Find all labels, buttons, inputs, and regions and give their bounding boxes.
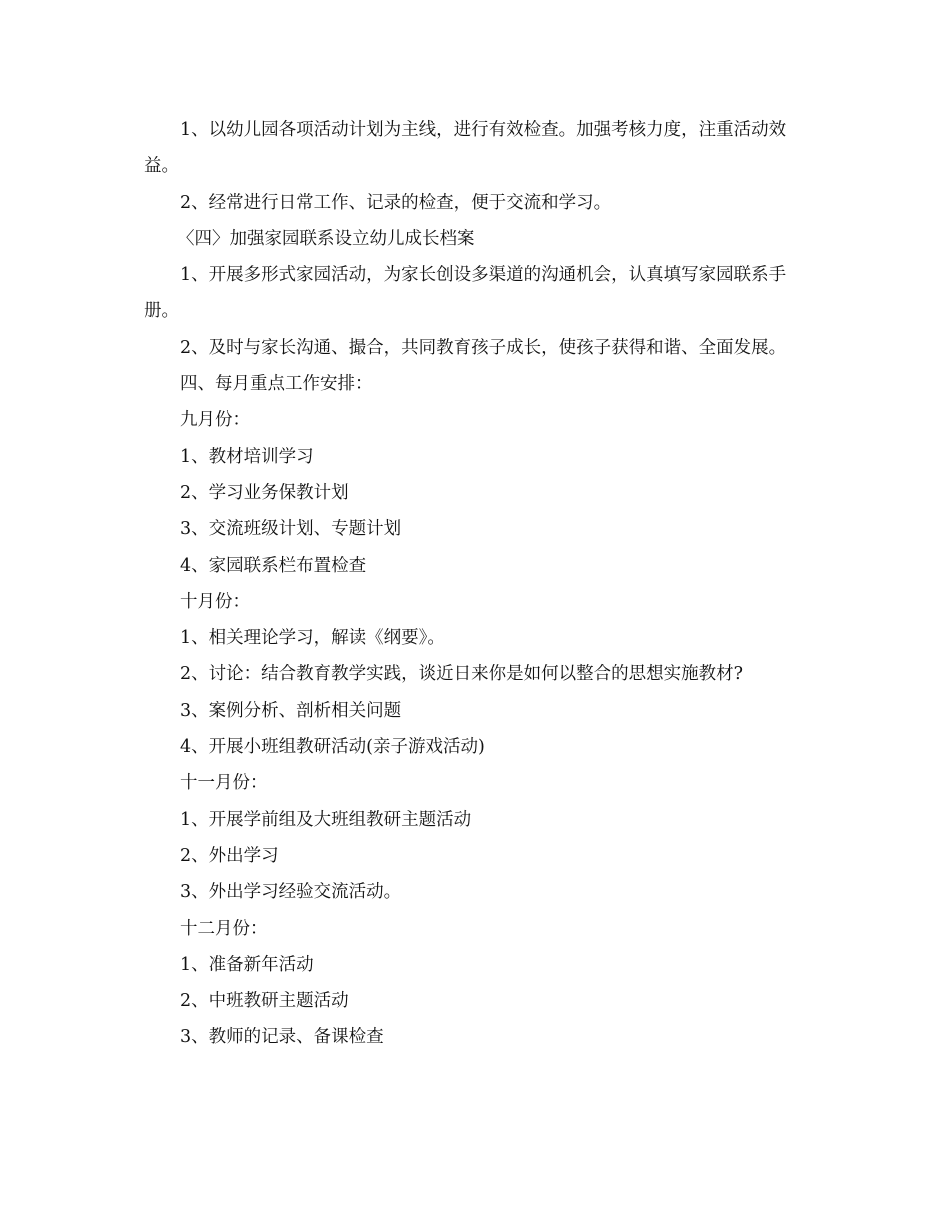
- section-heading: 四、每月重点工作安排：: [180, 374, 373, 395]
- month-heading: 十月份：: [180, 591, 250, 612]
- list-item: 2、中班教研主题活动: [180, 991, 349, 1012]
- document-body: [144, 112, 809, 1056]
- list-item: 2、讨论：结合教育教学实践，谈近日来你是如何以整合的思想实施教材?: [180, 664, 744, 685]
- list-item: 3、外出学习经验交流活动。: [180, 882, 402, 903]
- section-heading: 〈四〉加强家园联系设立幼儿成长档案: [177, 228, 475, 249]
- list-item: 4、家园联系栏布置检查: [180, 555, 367, 576]
- list-item: 3、教师的记录、备课检查: [180, 1027, 384, 1048]
- list-item: 1、相关理论学习，解读《纲要》。: [180, 628, 445, 649]
- paragraph: 1、以幼儿园各项活动计划为主线，进行有效检查。加强考核力度，注重活动效益。: [144, 120, 787, 177]
- month-heading: 十一月份：: [180, 773, 268, 794]
- list-item: 1、教材培训学习: [180, 446, 314, 467]
- list-item: 2、外出学习: [180, 845, 279, 866]
- month-heading: 九月份：: [180, 410, 250, 431]
- month-heading: 十二月份：: [180, 918, 268, 939]
- list-item: 4、开展小班组教研活动(亲子游戏活动): [180, 737, 485, 758]
- list-item: 2、学习业务保教计划: [180, 482, 349, 503]
- list-item: 1、准备新年活动: [180, 954, 314, 975]
- list-item: 3、交流班级计划、专题计划: [180, 519, 402, 540]
- paragraph: 1、开展多形式家园活动，为家长创设多渠道的沟通机会，认真填写家园联系手册。: [144, 265, 787, 322]
- paragraph: 2、经常进行日常工作、记录的检查，便于交流和学习。: [180, 192, 612, 213]
- list-item: 3、案例分析、剖析相关问题: [180, 700, 402, 721]
- paragraph: 2、及时与家长沟通、撮合，共同教育孩子成长，使孩子获得和谐、全面发展。: [180, 337, 787, 358]
- list-item: 1、开展学前组及大班组教研主题活动: [180, 809, 472, 830]
